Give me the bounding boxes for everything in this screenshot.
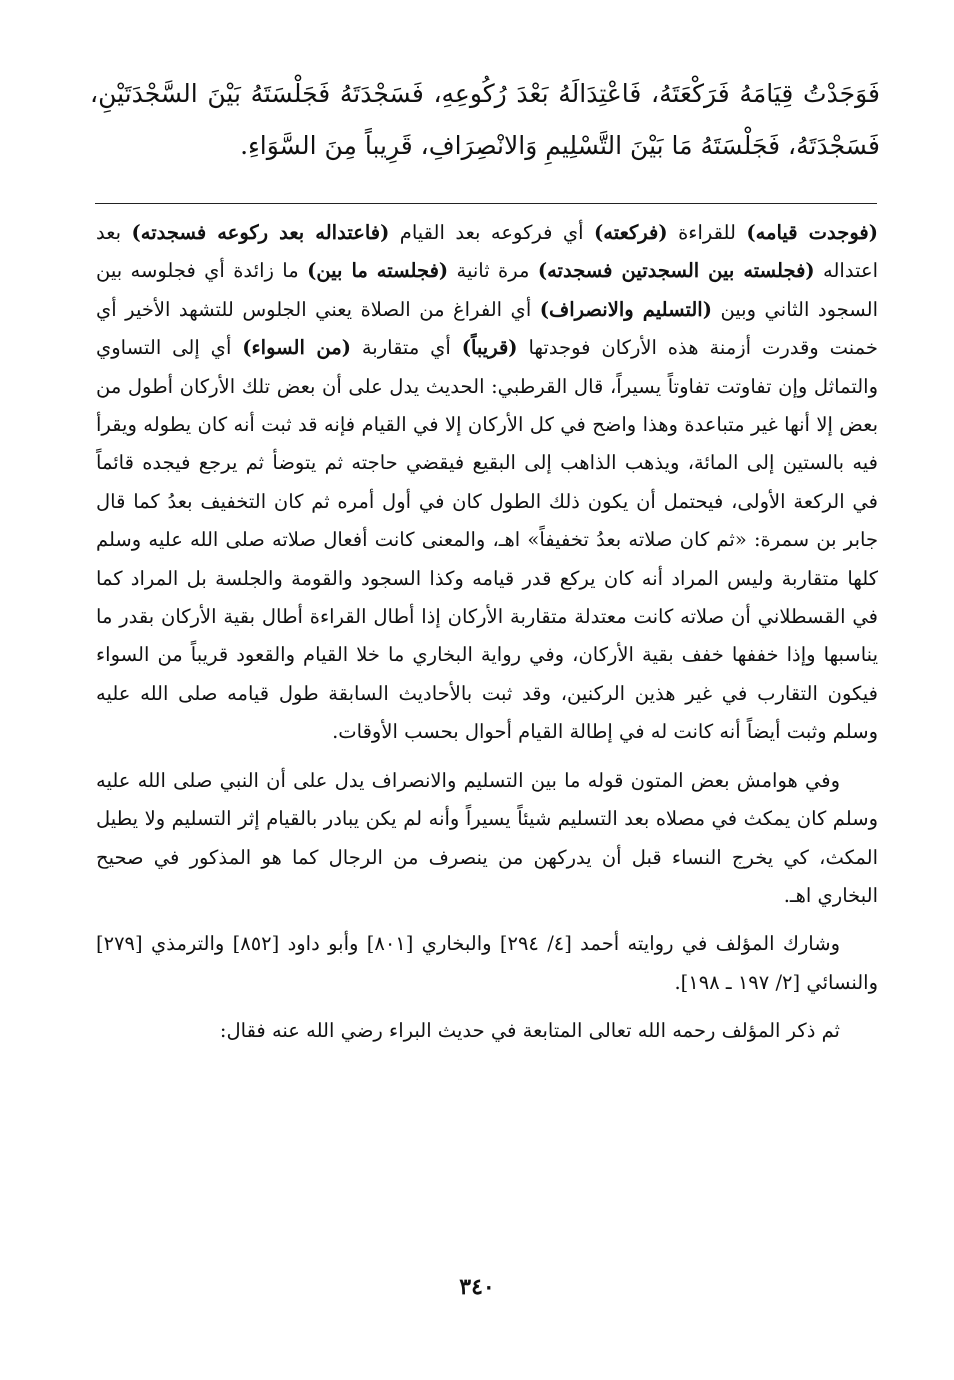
commentary-paragraph-1 <box>96 214 878 752</box>
explanation-text: بعد اعتداله <box>96 221 879 283</box>
quoted-term: (فوجدت قيامه) <box>746 221 878 244</box>
explanation-text: أي إلى التساوي والتماثل وإن تفاوتت تفاوتاً يسيراً، قال القرطبي: الحديث يدل على أن بعض تلك الأركان أطول من بعض إلا أنها غير متباعدة وهذا واضح في كل الأركان إلا في القيام فإنه قد ثبت أنه كان يطوله ويقرأ فيه بالستين إلى المائة، ويذهب الذاهب إلى البقيع فيقضي حاجته ثم يتوضأ ثم يرجع فيجده قائماً في الركعة الأولى، فيحتمل أن يكون ذلك الطول كان في أول أمره ثم كان التخفيف بعدُ كما قال جابر بن سمرة: «ثم كان صلاته بعدُ تخفيفاً» اهـ، والمعنى كانت أفعال صلاته صلى الله عليه وسلم كلها متقاربة وليس المراد أنه كان يركع قدر قيامه وكذا السجود والقومة والجلسة بل المراد كما في القسطلاني أن صلاته كانت معتدلة متقاربة الأركان إذا أطال القراءة أطال بقية الأركان بقدر ما يناسبها وإذا خففها خفف بقية الأركان، وفي رواية البخاري ما خلا القيام والقعود قريباً من السواء فيكون التقارب في غير هذين الركنين، وقد ثبت بالأحاديث السابقة طول قيامه صلى الله عليه وسلم وثبت أيضاً أنه كانت له في إطالة القيام أحوال بحسب الأوقات. <box>96 336 878 744</box>
quoted-term: (من السواء) <box>242 336 351 360</box>
explanation-text: مرة ثانية <box>448 259 538 283</box>
page-number: ٣٤٠ <box>459 1274 495 1300</box>
quoted-term: (فركعته) <box>594 221 668 244</box>
explanation-text: ما زائدة أي فجلوسه بين السجود الثاني وبين <box>96 259 879 321</box>
explanation-text: للقراءة <box>667 221 747 244</box>
commentary <box>96 214 878 1051</box>
quoted-term: (فجلسته بين السجدتين فسجدته) <box>537 259 815 283</box>
commentary-paragraph-2: وفي هوامش بعض المتون قوله ما بين التسليم والانصراف يدل على أن النبي صلى الله عليه وسلم كان يمكث في مصلاه بعد التسليم شيئاً يسيراً وأنه لم يكن يبادر بالقيام إثر التسليم ولا يطيل المكث، كي يخرج النساء قبل أن يدركهن من ينصرف من الرجال كما هو المذكور في صحيح البخاري اهـ. <box>96 768 878 907</box>
quoted-term: (قريباً) <box>461 336 518 360</box>
explanation-text: أي الفراغ من الصلاة يعني الجلوس للتشهد الأخير أي خمنت وقدرت أزمنة هذه الأركان فوجدتها <box>96 297 878 360</box>
explanation-text: أي متقاربة <box>350 336 462 360</box>
quoted-term: (فاعتداله بعد ركوعه فسجدته) <box>131 221 390 244</box>
quoted-term: (فجلسته ما بين) <box>307 259 449 283</box>
transition-paragraph: ثم ذكر المؤلف رحمه الله تعالى المتابعة في حديث البراء رضي الله عنه فقال: <box>219 1019 840 1043</box>
footnote-divider <box>95 203 877 204</box>
quoted-term: (التسليم والانصراف) <box>539 297 712 321</box>
references-paragraph: وشارك المؤلف في روايته أحمد [٤/ ٢٩٤] والبخاري [٨٠١] وأبو داود [٨٥٢] والترمذي [٢٧٩] والنسائي [٢/ ١٩٧ ـ ١٩٨]. <box>96 932 878 994</box>
explanation-text: أي فركوعه بعد القيام <box>389 221 595 244</box>
hadith-text: فَوَجَدْتُ قِيَامَهُ فَرَكْعَتَهُ، فَاعْتِدَالَهُ بَعْدَ رُكُوعِهِ، فَسَجْدَتَهُ فَجَلْسَتَهُ بَيْنَ السَّجْدَتَيْنِ، فَسَجْدَتَهُ، فَجَلْسَتَهُ مَا بَيْنَ التَّسْلِيمِ وَالانْصِرَافِ، قَرِيباً مِنَ السَّوَاءِ. <box>90 79 880 160</box>
